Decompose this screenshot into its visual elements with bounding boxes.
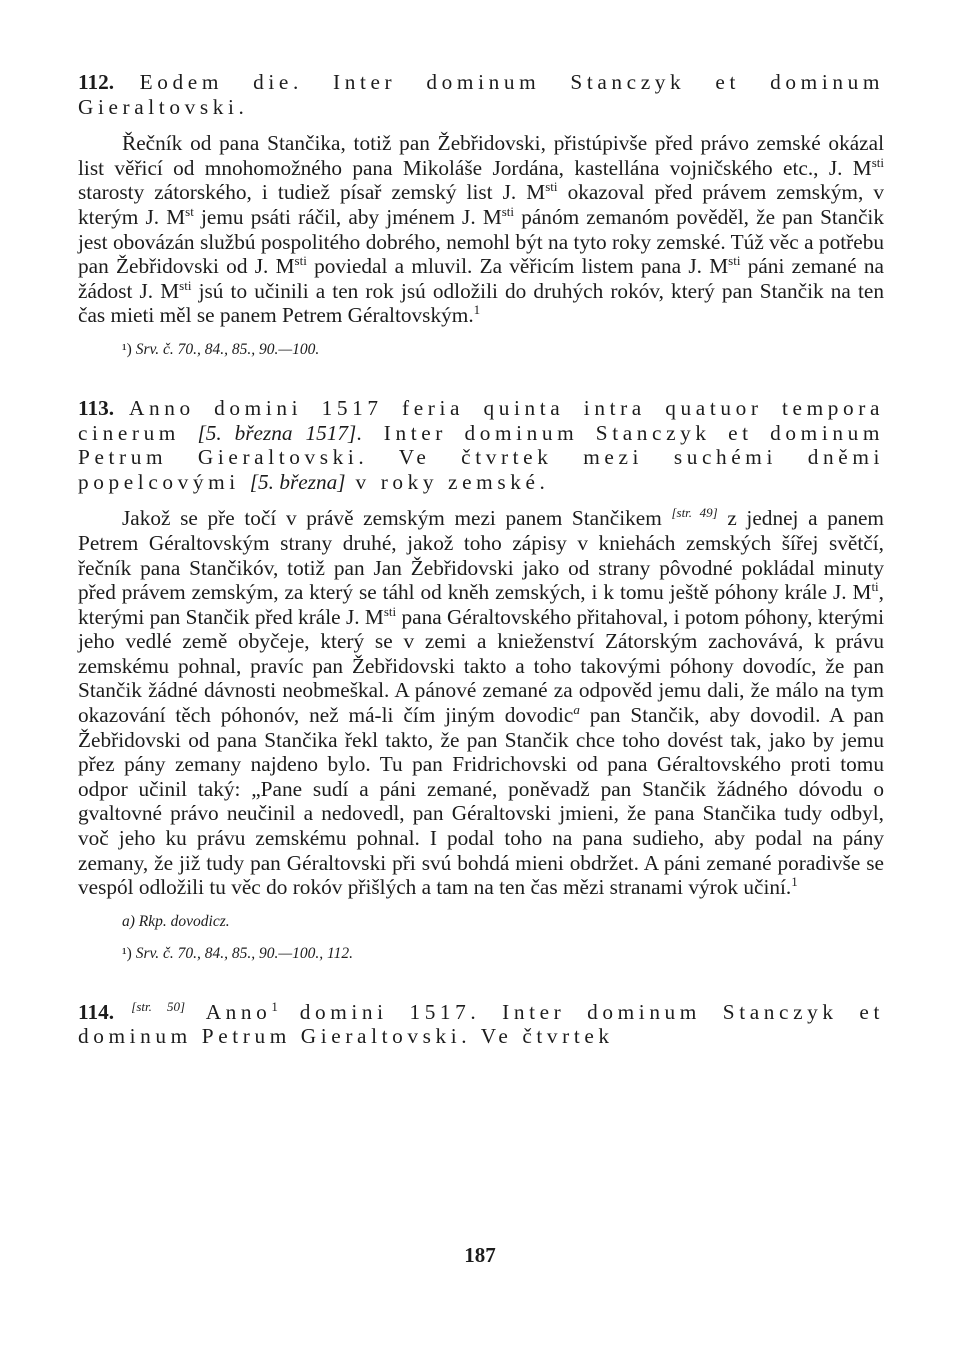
- footnote: ¹) Srv. č. 70., 84., 85., 90.—100., 112.: [122, 944, 353, 962]
- entry-114: 114. [str. 50] Anno$^1$ domini 1517. Inter dominum Stanczyk et dominum Petrum Gieraltovski. Ve čtvrtek: [78, 998, 884, 1049]
- footnote-ref: 1: [473, 302, 481, 318]
- entry-heading: Eodem die. Inter dominum Stanczyk et dominum Gieraltovski.: [78, 70, 884, 119]
- page-number: 187: [464, 1243, 496, 1267]
- entry-112-body: Řečník od pana Stančika, totiž pan Žebřidovski, přistúpivše před právo zemské okázal list věřicí od mnohomožného pana Mikoláše Jordána, kastellána vojničského etc., J. $M^{sti}$ starosty zátorského, i tudiež písař zemský list J. $M^{sti}$ okazoval před právem zemským, v kterým J. Mst jemu psáti ráčil, aby jménem J. $M^{sti}$ pánóm zemanóm pověděl, že pan Stančik jest obovázán službú pospolitého dobrého, nemohl být na tyto roky zemské. Túž věc a potřebu pan Žebřidovski od J. $M^{sti}$ poviedal a mluvil. Za věřicím listem pana J. $M^{sti}$ páni zemané na žádost J. $M^{sti}$ jsú to učinili a ten rok jsú odložili do druhých rokóv, který pan Stančik na ten čas mieti měl se panem Petrem Géraltovským.$^1$: [78, 131, 885, 328]
- footnote: a) Rkp. dovodicz.: [122, 912, 230, 930]
- entry-number: 112.: [78, 70, 115, 94]
- footnote-ref: 1: [791, 874, 798, 890]
- entry-112: [78, 70, 884, 119]
- page-body: [78, 70, 884, 1049]
- entry-number: 114.: [78, 999, 115, 1024]
- entry-113-body: Jakož se pře točí v právě zemským mezi panem Stančikem [str. 49] z jednej a panem Petrem Géraltovským strany druhé, jakož toho zápisy v kniehách zemských šířej světčí, řečník pana Stančikóv, totiž pan Jan Žebřidovski jako od strany pôvodné pokládal minuty před právem zemským, za který se táhl od kněh zemských, i k tomu ještě póhony krále J. $M^{ti}$, kterými pan Stančik před krále J. $M^{sti}$ pana Géraltovského přitahoval, i potom póhony, kterými jeho vedlé země obyčeje, který se v zemi a knieženství Zátorským zachovává, k právu zemskému pohnal, pravíc pan Žebřidovski takto a toho takovými póhony dovodíc, že pan Stančik žádné dávnosti neobmeškal. A pánové zemané za odpověd jemu dali, že málo na tym okazování těch póhonóv, než má-li čím jiným dovodic$^a$ pan Stančik, aby dovodil. A pan Žebřidovski od pana Stančika řekl takto, že pan Stančik chce toho dovést tak, jako by jemu přez pány zemany najdeno bylo. Tu pan Fridrichovski od pana Géraltovského proti tomu odpor učinil taký: „Pane sudí a páni zemané, poněvadž pan Stančik žádného dóvodu o gvaltovné právo neučinil a nedovedl, pan Géraltovski jmieni, že pana Stančika tudy odbyl, voč jeho ku právu zemskému pohnal. I podal toho na pana sudieho, aby podal na pány zemany, že již tudy pan Géraltovski při svú bohdá mieni obdržet. A páni zemané poradivše se vespól odložili tu věc do rokóv přišlých a tam na ten čas mězi stranami výrok učiní.$^1$: [78, 505, 885, 900]
- page-marker: [str. 49]: [671, 505, 718, 521]
- entry-113: 113. Anno domini 1517 feria quinta intra quatuor tempora cinerum [5. března 1517]. Inter dominum Stanczyk et dominum Petrum Gieraltovski. Ve čtvrtek mezi suchémi dněmi popelcovými [5. března] v roky zemské.: [78, 395, 885, 494]
- entry-number: 113.: [78, 395, 115, 420]
- footnote-ref: a: [573, 702, 580, 718]
- footnote: ¹) Srv. č. 70., 84., 85., 90.—100.: [122, 340, 320, 358]
- page-marker: [str. 50]: [131, 998, 186, 1014]
- footnote-ref: 1: [271, 998, 278, 1014]
